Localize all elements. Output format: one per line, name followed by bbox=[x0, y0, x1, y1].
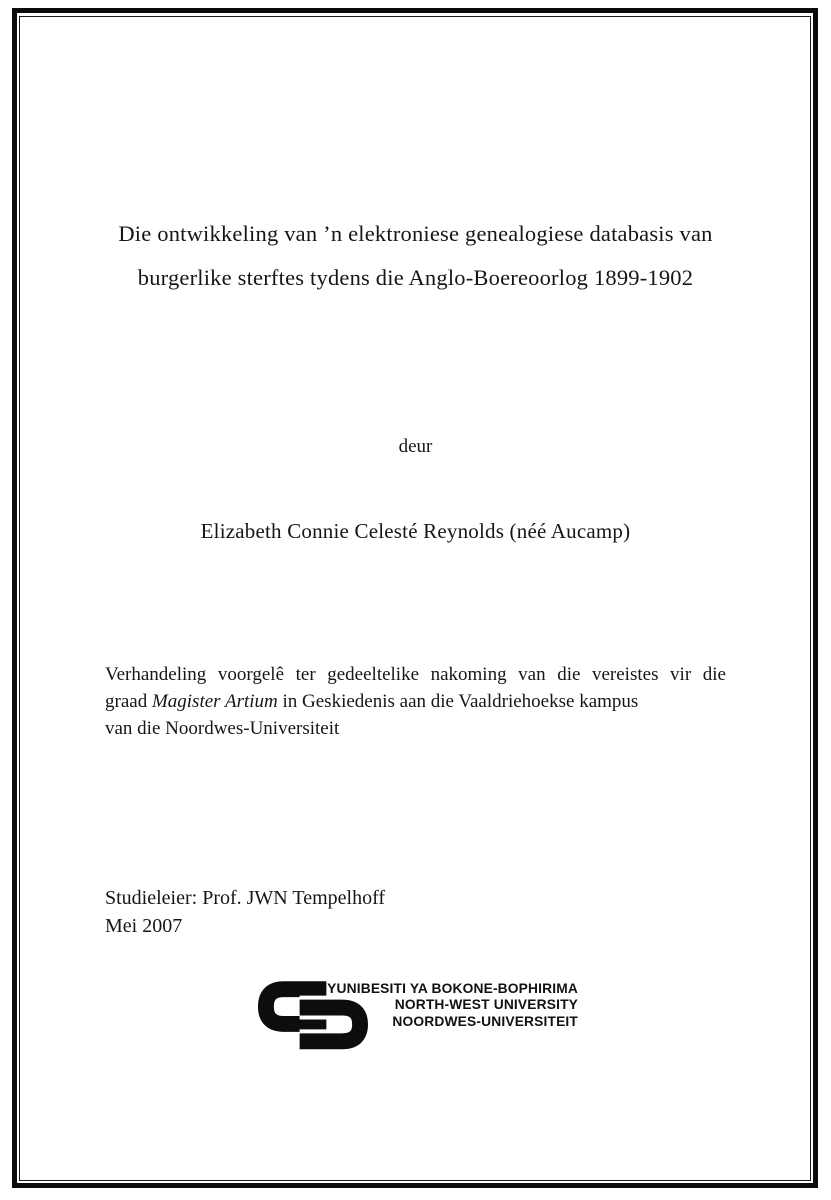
logo-line-afrikaans: NOORDWES-UNIVERSITEIT bbox=[392, 1013, 578, 1029]
statement-line-1: Verhandeling voorgelê ter gedeeltelike nakoming van die vereistes vir die bbox=[105, 664, 726, 685]
statement-line-2-degree: Magister Artium bbox=[151, 691, 278, 712]
statement-line-3: van die Noordwes-Universiteit bbox=[105, 718, 340, 739]
supervisor-block bbox=[105, 885, 385, 940]
statement-line-2 bbox=[105, 688, 726, 715]
byline-deur: deur bbox=[398, 436, 433, 457]
statement-line-2-suffix: in Geskiedenis aan die Vaaldriehoekse kampus bbox=[277, 691, 639, 712]
page-title bbox=[50, 212, 781, 299]
nwu-logo-wordmark bbox=[327, 981, 578, 1030]
logo-line-setswana: YUNIBESITI YA BOKONE-BOPHIRIMA bbox=[327, 981, 578, 996]
author-name: Elizabeth Connie Celesté Reynolds (néé Aucamp) bbox=[200, 519, 631, 543]
degree-statement bbox=[105, 661, 726, 742]
supervisor-line: Studieleier: Prof. JWN Tempelhoff bbox=[105, 887, 386, 909]
statement-line-2-prefix: graad bbox=[105, 691, 152, 712]
logo-line-english: NORTH-WEST UNIVERSITY bbox=[394, 997, 578, 1013]
title-line-2: burgerlike sterftes tydens die Anglo-Boereoorlog 1899-1902 bbox=[137, 264, 694, 290]
title-line-1: Die ontwikkeling van ’n elektroniese genealogiese databasis van bbox=[118, 221, 713, 246]
date-line: Mei 2007 bbox=[105, 914, 183, 937]
